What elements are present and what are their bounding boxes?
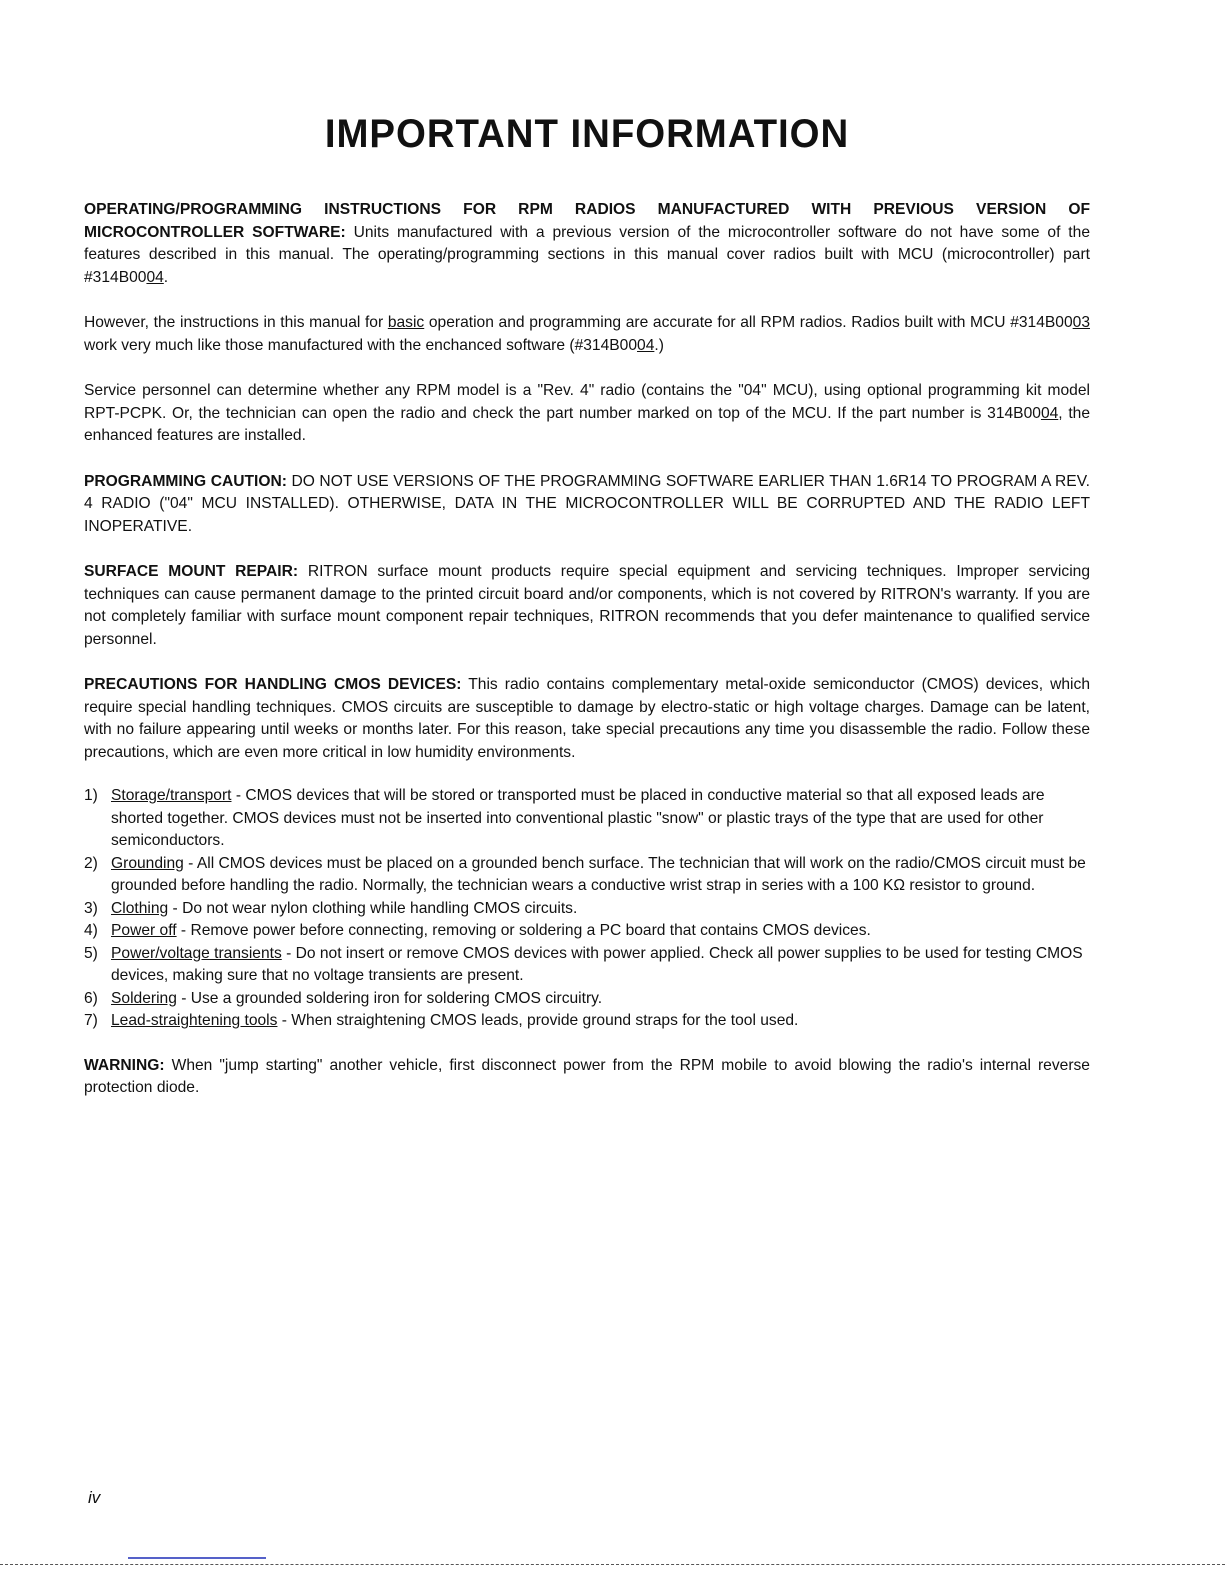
basic-operation-paragraph bbox=[84, 312, 1090, 357]
document-page bbox=[84, 112, 1090, 1123]
caution-lead: PROGRAMMING CAUTION: bbox=[84, 472, 287, 490]
warning-text: When "jump starting" another vehicle, first disconnect power from the RPM mobile to avoid blowing the radio's internal reverse protection diode. bbox=[84, 1056, 1090, 1096]
list-item-label: Storage/transport bbox=[111, 787, 232, 804]
page-edge-line bbox=[0, 1564, 1225, 1565]
page-title: IMPORTANT INFORMATION bbox=[324, 112, 850, 156]
however-text-4: .) bbox=[654, 336, 664, 354]
warning-lead: WARNING: bbox=[84, 1056, 165, 1074]
list-item-label: Clothing bbox=[111, 899, 169, 917]
caution-text: DO NOT USE VERSIONS OF THE PROGRAMMING SOFTWARE EARLIER THAN 1.6R14 TO PROGRAM A REV. 4 RADIO ("04" MCU INSTALLED). OTHERWISE, DATA IN THE MICROCONTROLLER WILL BE CORRUPTED AND THE RADIO LEFT INOPERATIVE. bbox=[84, 472, 1090, 535]
page-number: iv bbox=[88, 1488, 101, 1507]
basic-underlined: basic bbox=[387, 314, 425, 331]
however-text-1: However, the instructions in this manual for bbox=[84, 314, 388, 331]
operating-text-end: . bbox=[163, 268, 169, 286]
programming-caution-paragraph bbox=[84, 471, 1090, 539]
however-text-3: work very much like those manufactured with the enchanced software (#314B00 bbox=[84, 336, 638, 354]
list-item bbox=[84, 1010, 1090, 1033]
list-item-text: - Do not insert or remove CMOS devices with power applied. Check all power supplies to be used for testing CMOS devices, making sure that no voltage transients are present. bbox=[111, 944, 1083, 984]
smr-lead: SURFACE MOUNT REPAIR: bbox=[84, 563, 299, 580]
list-item-label: Soldering bbox=[111, 989, 177, 1007]
list-item-label: Grounding bbox=[111, 854, 184, 872]
list-item-text: - Remove power before connecting, removing or soldering a PC board that contains CMOS devices. bbox=[176, 922, 871, 939]
list-item bbox=[84, 988, 1090, 1011]
list-item bbox=[84, 898, 1090, 921]
list-item-text: - When straightening CMOS leads, provide ground straps for the tool used. bbox=[277, 1012, 799, 1029]
service-part-suffix: 04 bbox=[1040, 404, 1059, 422]
list-number: 5) bbox=[84, 944, 98, 962]
surface-mount-repair-paragraph bbox=[84, 561, 1090, 651]
list-item-text: - Use a grounded soldering iron for soldering CMOS circuitry. bbox=[176, 989, 603, 1007]
service-text-2: , the enhanced features are installed. bbox=[84, 404, 1091, 444]
operating-lead: OPERATING/PROGRAMMING INSTRUCTIONS FOR RPM RADIOS MANUFACTURED WITH PREVIOUS VERSION OF MICROCONTROLLER SOFTWARE: bbox=[84, 201, 1090, 241]
list-number: 4) bbox=[84, 922, 98, 939]
part-04-suffix: 04 bbox=[637, 336, 655, 354]
list-item bbox=[84, 853, 1090, 898]
list-item-text: - CMOS devices that will be stored or transported must be placed in conductive material so that all exposed leads are shorted together. CMOS devices must not be inserted into conventional plastic "snow" or plastic trays of the type that are used for other semiconductors. bbox=[111, 787, 1045, 849]
service-paragraph bbox=[84, 380, 1090, 448]
list-item bbox=[84, 785, 1090, 853]
operating-text: Units manufactured with a previous version of the microcontroller software do not have some of the features described in this manual. The operating/programming sections in this manual cover radios built with MCU (microcontroller) part #314B00 bbox=[84, 223, 1090, 286]
part-03-suffix: 03 bbox=[1072, 314, 1090, 331]
cmos-text: This radio contains complementary metal-oxide semiconductor (CMOS) devices, which require special handling techniques. CMOS circuits are susceptible to damage by electro-static or high voltage charges. Damage can be latent, with no failure appearing until weeks or months later. For this reason, take special precautions any time you disassemble the radio. Follow these precautions, which are even more critical in low humidity environments. bbox=[84, 676, 1090, 761]
service-text-1: Service personnel can determine whether any RPM model is a "Rev. 4" radio (contains the "04" MCU), using optional programming kit model RPT-PCPK. Or, the technician can open the radio and check the part number marked on top of the MCU. If the part number is 314B00 bbox=[84, 382, 1090, 422]
list-number: 1) bbox=[84, 787, 98, 804]
smr-text: RITRON surface mount products require special equipment and servicing techniques. Improper servicing techniques can cause permanent damage to the printed circuit board and/or components, which is not covered by RITRON's warranty. If you are not completely familiar with surface mount component repair techniques, RITRON recommends that you defer maintenance to qualified service personnel. bbox=[84, 563, 1091, 648]
list-item bbox=[84, 943, 1090, 988]
scan-mark bbox=[128, 1557, 266, 1559]
precautions-list bbox=[84, 785, 1090, 1033]
operating-part-suffix: 04 bbox=[146, 268, 164, 286]
list-number: 7) bbox=[84, 1012, 98, 1029]
cmos-precautions-paragraph bbox=[84, 674, 1090, 764]
list-number: 6) bbox=[84, 989, 98, 1007]
list-item-label: Power/voltage transients bbox=[111, 944, 282, 962]
list-item-label: Lead-straightening tools bbox=[111, 1012, 278, 1029]
list-number: 3) bbox=[84, 899, 98, 917]
list-number: 2) bbox=[84, 854, 98, 872]
list-item-text: - Do not wear nylon clothing while handling CMOS circuits. bbox=[168, 899, 578, 917]
list-item bbox=[84, 920, 1090, 943]
list-item-text: - All CMOS devices must be placed on a grounded bench surface. The technician that will work on the radio/CMOS circuit must be grounded before handling the radio. Normally, the technician wears a conductive wrist strap in series with a 100 KΩ resistor to ground. bbox=[111, 854, 1086, 894]
operating-instructions-paragraph bbox=[84, 199, 1090, 289]
list-item-label: Power off bbox=[111, 922, 177, 939]
warning-paragraph bbox=[84, 1055, 1090, 1100]
however-text-2: operation and programming are accurate for all RPM radios. Radios built with MCU #314B00 bbox=[424, 314, 1073, 331]
cmos-lead: PRECAUTIONS FOR HANDLING CMOS DEVICES: bbox=[84, 676, 462, 693]
